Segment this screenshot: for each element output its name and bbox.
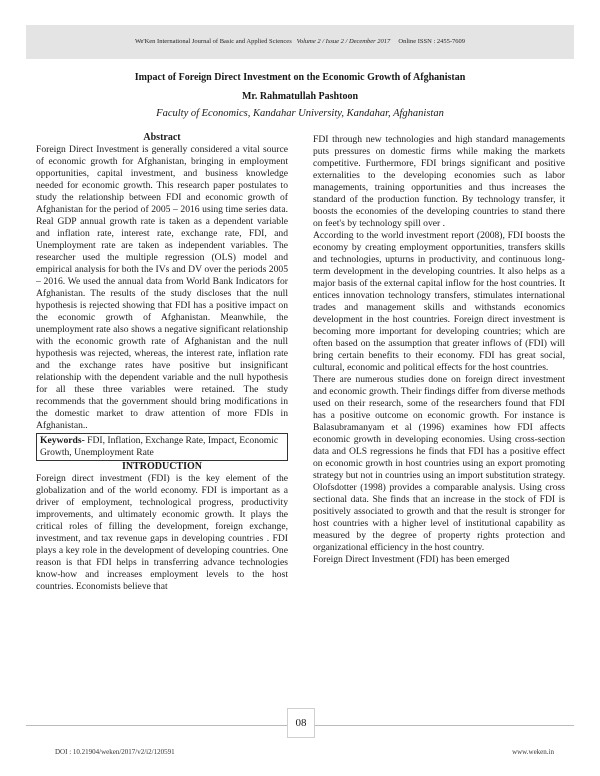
keywords-text: FDI, Inflation, Exchange Rate, Impact, Economic Growth, Unemployment Rate (40, 435, 279, 458)
abstract-text: Foreign Direct Investment is generally considered a vital source of economic growth for Afghanistan, bringing in employment opportunities, capital investment, and business knowledge needed for economic growth. This research paper postulates to study the relationship between FDI and economic growth of Afghanistan for the period of 2005 – 2016 using time series data. Real GDP annual growth rate is taken as a dependent variable and inflation rate, interest rate, exchange rate, FDI, and Unemployment rate are taken as independent variables. The researcher used the multiple regression (OLS) model and empirical analysis for both the IVs and DV over the periods 2005 – 2016. We used the annual data from World Bank Indicators for Afghanistan. The results of the study discloses that the null hypothesis is rejected showing that FDI has a positive impact on the economic growth of Afghanistan. Meanwhile, the unemployment rate also shows a negative significant relationship with the economic growth rate of Afghanistan and the null hypothesis was rejected, whereas, the interest rate, inflation rate and the exchange rates have positive but insignificant relationship with the dependent variable and the null hypothesis for all these three variables were retained. The study recommends that the government should bring modifications in the domestic market to draw attention of more FDIs in Afghanistan.. (36, 144, 288, 431)
keywords-box (36, 433, 288, 461)
right-column (313, 134, 565, 566)
introduction-para-3: There are numerous studies done on foreign direct investment and economic growth. Their findings differ from diverse methods used on their research, some of the researchers found that FDI has a positive outcome on economic growth. For instance is Balasubramanyam et al (1996) examines how FDI affects economic growth in developing economies. Using cross-section data and OLS regressions he finds that FDI has a positive effect on economic growth in host countries using an export promoting strategy but not in countries using an import substitution strategy. Olofsdotter (1998) provides a comparable analysis. Using cross sectional data. She finds that an increase in the stock of FDI is positively associated to growth and that the result is stronger for host countries with a higher level of institutional capability as measured by the degree of property rights protection and organizational efficiency in the host country. (313, 374, 565, 553)
introduction-para-1: FDI through new technologies and high standard managements puts pressures on domestic firms while making the markets competitive. Furthermore, FDI brings significant and positive externalities to the developing economies such as labor managements, training opportunities and thus increases the standard of the production function. By technology transfer, it boosts the economies of the developing countries to stand there on feet's by technology spill over . (313, 134, 565, 229)
author-affiliation: Faculty of Economics, Kandahar University, Kandahar, Afghanistan (156, 108, 444, 119)
introduction-para-4: Foreign Direct Investment (FDI) has been emerged (313, 554, 510, 565)
introduction-heading: INTRODUCTION (121, 461, 202, 472)
introduction-para-2: According to the world investment report (2008), FDI boosts the economy by creating employment opportunities, transfers skills and technologies, upturns in productivity, and continuous long-term development in the developing countries. It also helps as a major basis of the external capital inflow for the host countries. It entices innovation technology transfers, stimulates international trades and management skills and withstands economics development in the host countries. Foreign direct investment is becoming more important for developing countries; which are often based on the assumption that greater inflows of (FDI) will bring certain benefits to their economy. FDI has great social, cultural, economic and political effects for the host countries. (313, 230, 565, 373)
keywords-label: Keywords- (40, 435, 85, 446)
author-name: Mr. Rahmatullah Pashtoon (241, 91, 359, 102)
introduction-text-left: Foreign direct investment (FDI) is the key element of the globalization and of the world economy. FDI is important as a driver of employment, technological progress, productivity improvements, and ultimately economic growth. It plays the critical roles of filling the development, foreign exchange, investment, and tax revenue gaps in developing countries . FDI plays a key role in the development of developing countries. One reason is that FDI helps in transferring advance technologies know-how and increases employment levels to the host countries. Economists believe that (36, 473, 288, 592)
abstract-heading: Abstract (143, 132, 181, 143)
journal-name: We'Ken International Journal of Basic and Applied Sciences (134, 38, 292, 45)
journal-header (26, 25, 574, 59)
website-link[interactable]: www.weken.in (512, 748, 554, 756)
doi: DOI : 10.21904/weken/2017/v2/i2/120591 (55, 748, 175, 756)
paper-title: Impact of Foreign Direct Investment on the Economic Growth of Afghanistan (134, 72, 466, 83)
left-column (36, 132, 288, 593)
issue-info: Volume 2 / Issue 2 / December 2017 (296, 38, 391, 45)
page-number: 08 (287, 708, 315, 738)
issn: Online ISSN : 2455-7609 (398, 38, 466, 45)
